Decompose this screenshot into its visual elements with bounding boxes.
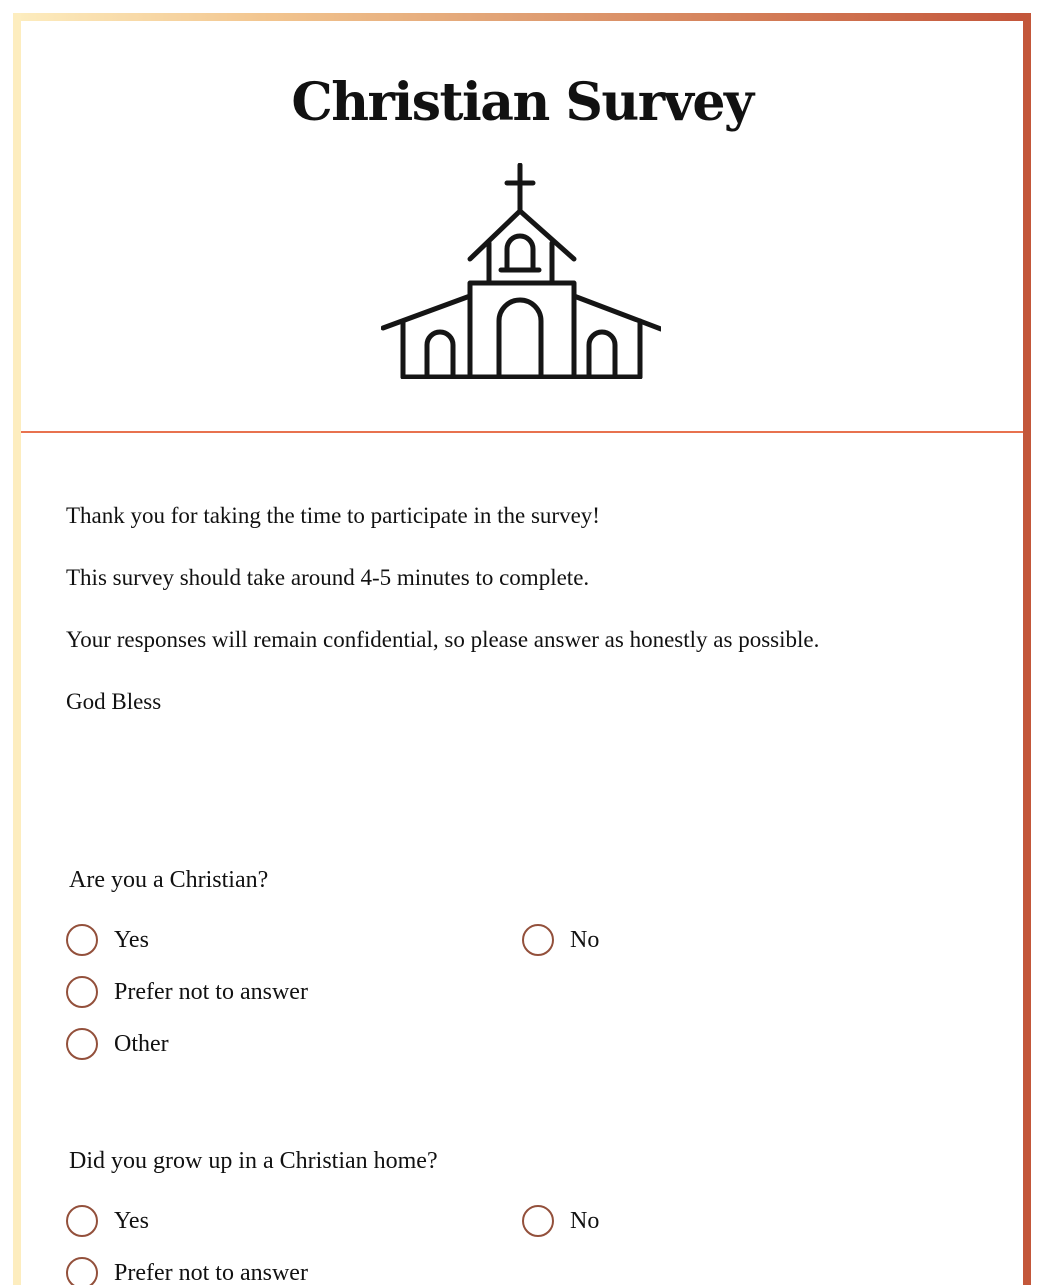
frame-right-border <box>1023 13 1031 1285</box>
option-prefer-not-to-answer[interactable] <box>66 972 522 1012</box>
frame-top-border <box>13 13 1031 21</box>
option-label: Prefer not to answer <box>114 1259 308 1285</box>
option-label: Other <box>114 1030 169 1057</box>
radio-group <box>66 1201 966 1285</box>
option-no[interactable] <box>522 1201 922 1241</box>
radio-button[interactable] <box>66 1257 98 1285</box>
question-are-you-christian <box>66 864 966 1064</box>
radio-button[interactable] <box>522 1205 554 1237</box>
option-prefer-not-to-answer[interactable] <box>66 1253 522 1285</box>
header-divider <box>21 431 1023 433</box>
survey-header <box>21 21 1023 432</box>
intro-duration: This survey should take around 4-5 minutes to complete. <box>66 565 590 590</box>
option-label: No <box>570 926 600 953</box>
question-label: Did you grow up in a Christian home? <box>69 1148 438 1174</box>
intro-confidential: Your responses will remain confidential, so please answer as honestly as possible. <box>66 627 820 652</box>
option-yes[interactable] <box>66 920 522 960</box>
option-yes[interactable] <box>66 1201 522 1241</box>
radio-button[interactable] <box>522 924 554 956</box>
option-label: Prefer not to answer <box>114 978 308 1005</box>
radio-button[interactable] <box>66 976 98 1008</box>
intro-text <box>66 497 966 745</box>
intro-blessing: God Bless <box>66 689 162 714</box>
option-label: Yes <box>114 1207 149 1234</box>
radio-button[interactable] <box>66 1205 98 1237</box>
intro-thanks: Thank you for taking the time to participate in the survey! <box>66 503 600 528</box>
frame-left-border <box>13 13 21 1285</box>
church-icon <box>381 163 661 379</box>
option-label: No <box>570 1207 600 1234</box>
radio-button[interactable] <box>66 924 98 956</box>
question-label: Are you a Christian? <box>69 867 269 893</box>
page-title: Christian Survey <box>291 72 753 133</box>
question-christian-home <box>66 1145 966 1285</box>
option-other[interactable] <box>66 1024 522 1064</box>
option-no[interactable] <box>522 920 922 960</box>
radio-group <box>66 920 966 1064</box>
option-label: Yes <box>114 926 149 953</box>
radio-button[interactable] <box>66 1028 98 1060</box>
